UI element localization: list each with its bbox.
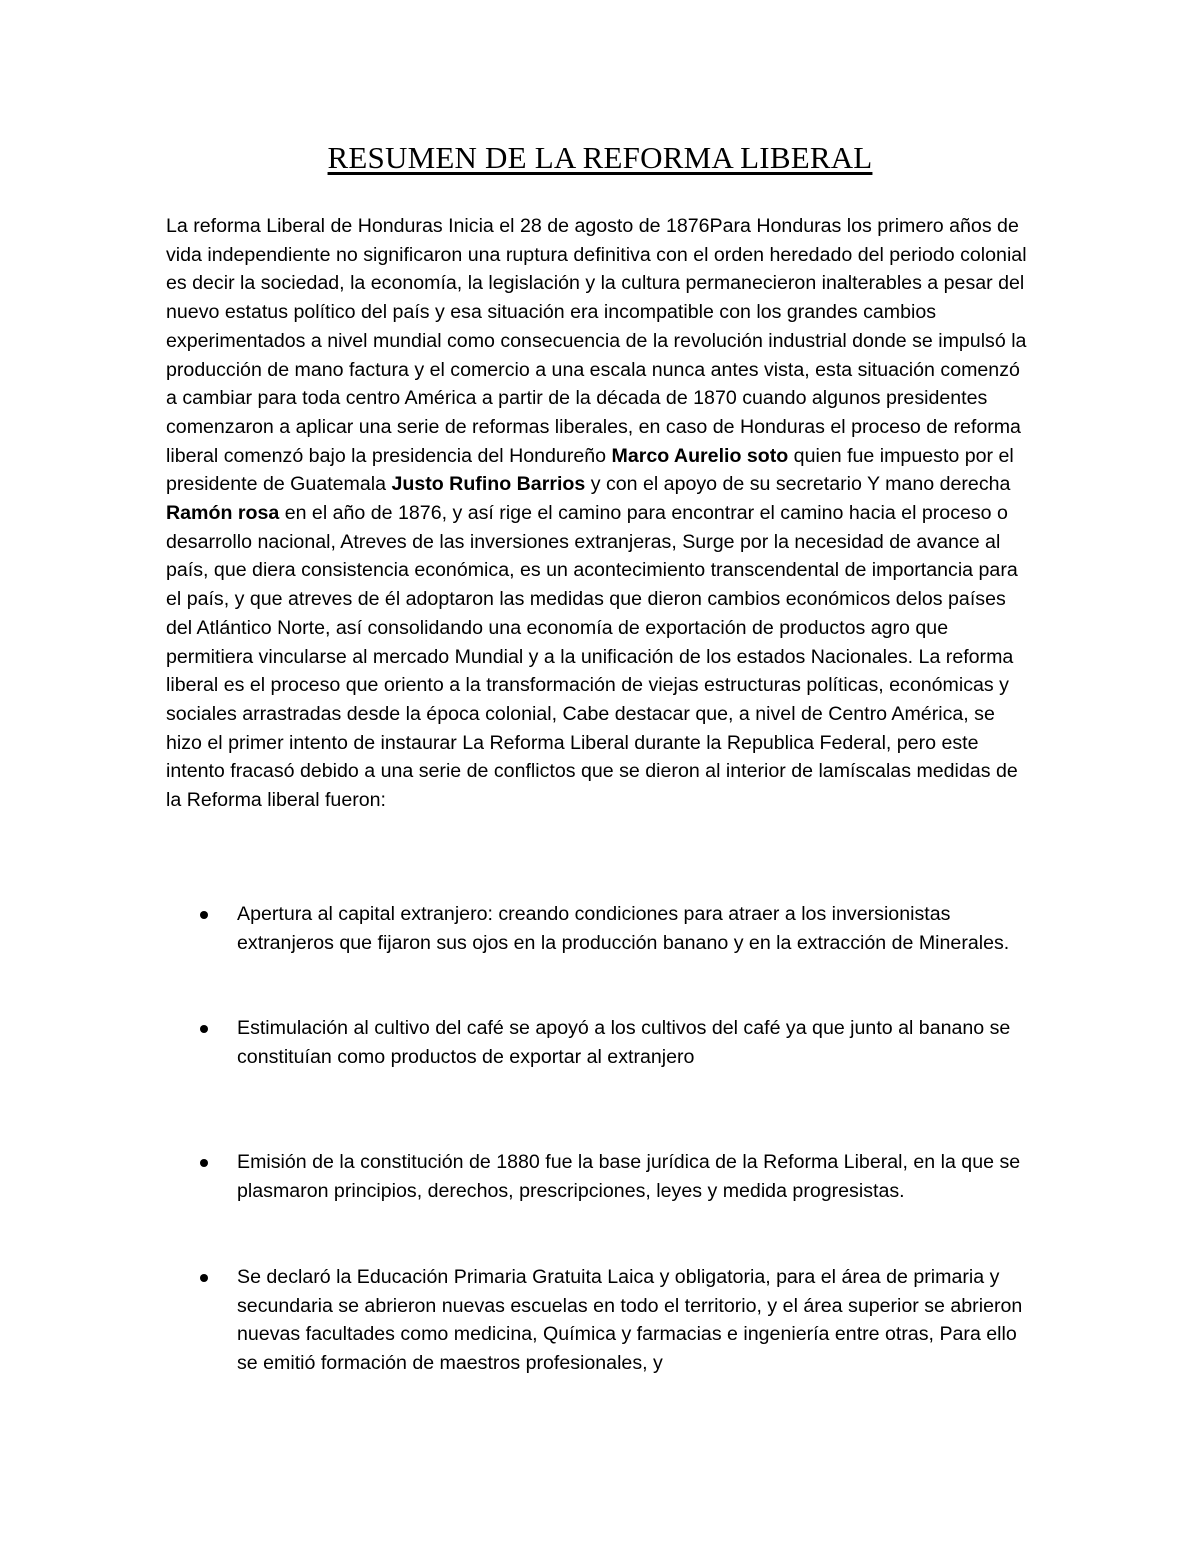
paragraph-text: quien fue impuesto por el presidente de Guatemala (166, 444, 1014, 496)
bullet-icon (200, 1274, 208, 1282)
bold-name-justo-rufino-barrios: Justo Rufino Barrios (391, 473, 586, 496)
bullet-text: Emisión de la constitución de 1880 fue la base jurídica de la Reforma Liberal, en la que se plasmaron principios, derechos, prescripciones, leyes y medida progresistas. (237, 1151, 1021, 1202)
bold-name-marco-aurelio-soto: Marco Aurelio soto (611, 444, 789, 467)
bullet-icon (200, 911, 208, 919)
bullet-text: Se declaró la Educación Primaria Gratuita Laica y obligatoria, para el área de primaria y secundaria se abrieron nuevas escuelas en todo el territorio, y el área superior se abrieron nuevas facultades como medicina, Química y farmacias e ingeniería entre otras, Para ello se emitió formación de maestros profesionales, y (237, 1266, 1023, 1375)
bullet-icon (200, 1025, 208, 1033)
paragraph-text: y con el apoyo de su secretario Y mano derecha (585, 473, 1011, 496)
bold-name-ramon-rosa: Ramón rosa (166, 502, 280, 525)
intro-paragraph (166, 212, 1036, 815)
bullet-text: Estimulación al cultivo del café se apoyó a los cultivos del café ya que junto al banano se constituían como productos de exportar al extranjero (237, 1017, 1011, 1068)
document-title: RESUMEN DE LA REFORMA LIBERAL (327, 140, 873, 175)
bullet-text: Apertura al capital extranjero: creando condiciones para atraer a los inversionistas extranjeros que fijaron sus ojos en la producción banano y en la extracción de Minerales. (237, 903, 1010, 954)
paragraph-text: en el año de 1876, y así rige el camino para encontrar el camino hacia el proceso o desarrollo nacional, Atreves de las inversiones extranjeras, Surge por la necesidad de avance al país, que diera consistencia económica, es un acontecimiento transcendental de importancia para el país, y que atreves de él adoptaron las medidas que dieron cambios económicos delos países del Atlántico Norte, así consolidando una economía de exportación de productos agro que permitiera vincularse al mercado Mundial y a la unificación de los estados Nacionales. La reforma liberal es el proceso que oriento a la transformación de viejas estructuras políticas, económicas y sociales arrastradas desde la época colonial, Cabe destacar que, a nivel de Centro América, se hizo el primer intento de instaurar La Reforma Liberal durante la Republica Federal, pero este intento fracasó debido a una serie de conflictos que se dieron al interior de lamíscalas medidas de la Reforma liberal fueron: (166, 502, 1018, 812)
bullet-icon (200, 1159, 208, 1167)
paragraph-text: La reforma Liberal de Honduras Inicia el 28 de agosto de 1876Para Honduras los primero años de vida independiente no significaron una ruptura definitiva con el orden heredado del periodo colonial es decir la sociedad, la economía, la legislación y la cultura permanecieron inalterables a pesar del nuevo estatus político del país y esa situación era incompatible con los grandes cambios experimentados a nivel mundial como consecuencia de la revolución industrial donde se impulsó la producción de mano factura y el comercio a una escala nunca antes vista, esta situación comenzó a cambiar para toda centro América a partir de la década de 1870 cuando algunos presidentes comenzaron a aplicar una serie de reformas liberales, en caso de Honduras el proceso de reforma liberal comenzó bajo la presidencia del Hondureño (166, 215, 1027, 467)
